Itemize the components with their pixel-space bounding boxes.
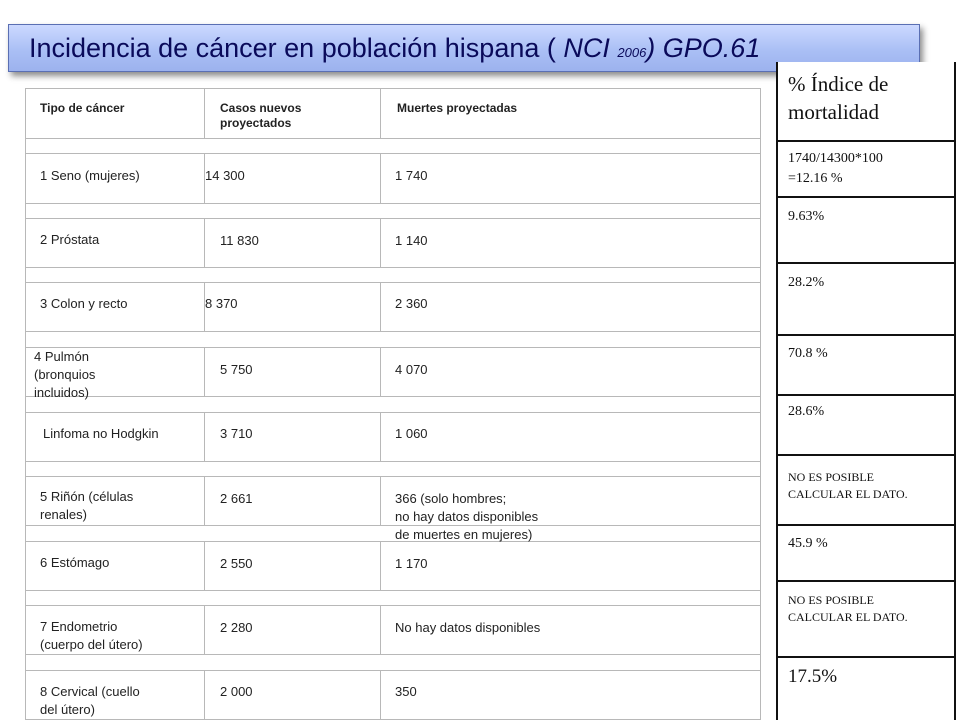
column-divider <box>204 541 205 590</box>
page-title <box>29 33 760 64</box>
mortality-value: NO ES POSIBLE CALCULAR EL DATO. <box>788 593 908 624</box>
column-divider <box>204 412 205 461</box>
table-line <box>25 541 761 542</box>
cell-new-cases: 2 550 <box>220 556 253 571</box>
table-line <box>25 203 761 204</box>
table-line <box>25 476 761 477</box>
mortality-row <box>778 198 954 264</box>
table-line <box>25 282 761 283</box>
mortality-row <box>778 526 954 582</box>
cell-new-cases: 5 750 <box>220 362 253 377</box>
mortality-row <box>778 264 954 336</box>
mortality-value: 28.6% <box>788 404 825 419</box>
column-divider <box>380 605 381 654</box>
cell-new-cases: 2 000 <box>220 684 253 699</box>
table-line <box>25 605 761 606</box>
mortality-panel <box>776 62 956 720</box>
column-divider <box>204 347 205 396</box>
title-main: Incidencia de cáncer en población hispana ( <box>29 33 564 63</box>
mortality-value: NO ES POSIBLE CALCULAR EL DATO. <box>788 470 908 501</box>
cell-cancer-type: 7 Endometrio (cuerpo del útero) <box>40 619 143 652</box>
table-line <box>25 590 761 591</box>
cell-cancer-type: 5 Riñón (células renales) <box>40 489 134 522</box>
cell-deaths: 1 170 <box>395 556 428 571</box>
table-line <box>25 412 761 413</box>
cell-new-cases: 11 830 <box>220 233 259 248</box>
cell-deaths: 350 <box>395 684 417 699</box>
table-line <box>25 525 761 526</box>
table-line <box>25 396 761 397</box>
column-divider <box>380 153 381 203</box>
mortality-row <box>778 396 954 456</box>
table-line <box>25 88 761 89</box>
cell-deaths: No hay datos disponibles <box>395 620 541 635</box>
column-divider <box>380 88 381 138</box>
header-cancer-type: Tipo de cáncer <box>40 101 125 115</box>
mortality-header-cell <box>778 62 954 142</box>
column-divider <box>380 282 381 331</box>
mortality-row <box>778 658 954 720</box>
title-closing: ) GPO.61 <box>646 33 761 63</box>
mortality-row <box>778 456 954 526</box>
column-divider <box>380 218 381 267</box>
cell-cancer-type: Linfoma no Hodgkin <box>43 426 159 441</box>
header-deaths: Muertes proyectadas <box>397 101 518 115</box>
cell-new-cases: 2 661 <box>220 491 253 506</box>
cell-deaths: 1 740 <box>395 168 428 183</box>
table-line <box>25 218 761 219</box>
table-line <box>25 654 761 655</box>
column-divider <box>204 670 205 720</box>
mortality-row <box>778 142 954 198</box>
table-border-left <box>25 88 26 720</box>
cell-new-cases: 14 300 <box>205 168 245 183</box>
mortality-value: 45.9 % <box>788 536 828 551</box>
column-divider <box>204 605 205 654</box>
mortality-value: 9.63% <box>788 209 825 224</box>
mortality-row <box>778 582 954 658</box>
cell-cancer-type: 8 Cervical (cuello del útero) <box>40 684 140 717</box>
title-year: 2006 <box>617 45 647 60</box>
cancer-table <box>25 88 761 720</box>
cell-cancer-type: 2 Próstata <box>40 232 100 247</box>
cell-deaths: 1 140 <box>395 233 428 248</box>
cell-cancer-type: 3 Colon y recto <box>40 296 128 311</box>
column-divider <box>380 670 381 720</box>
cell-cancer-type: 6 Estómago <box>40 555 110 570</box>
cell-cancer-type: 1 Seno (mujeres) <box>40 168 140 183</box>
table-line <box>25 331 761 332</box>
mortality-row <box>778 336 954 396</box>
cell-deaths: 2 360 <box>395 296 428 311</box>
table-line <box>25 267 761 268</box>
column-divider <box>204 476 205 525</box>
mortality-value: 17.5% <box>788 666 838 687</box>
column-divider <box>204 218 205 267</box>
header-new-cases: Casos nuevos proyectados <box>220 101 302 130</box>
mortality-value: 28.2% <box>788 275 825 290</box>
cell-deaths: 4 070 <box>395 362 428 377</box>
cell-cancer-type: 4 Pulmón (bronquios incluidos) <box>34 349 96 400</box>
mortality-value: 70.8 % <box>788 346 828 361</box>
column-divider <box>380 476 381 525</box>
cell-deaths: 1 060 <box>395 426 428 441</box>
table-line <box>25 347 761 348</box>
table-line <box>25 153 761 154</box>
table-line <box>25 461 761 462</box>
mortality-header: % Índice de mortalidad <box>788 72 889 124</box>
column-divider <box>380 412 381 461</box>
table-line <box>25 670 761 671</box>
title-source: NCI <box>563 33 610 63</box>
column-divider <box>380 347 381 396</box>
mortality-calc: 1740/14300*100 =12.16 % <box>788 151 883 186</box>
cell-new-cases: 2 280 <box>220 620 253 635</box>
table-line <box>25 138 761 139</box>
cell-new-cases: 8 370 <box>205 296 238 311</box>
column-divider <box>204 88 205 138</box>
table-border-right <box>760 88 761 720</box>
column-divider <box>380 541 381 590</box>
cell-new-cases: 3 710 <box>220 426 253 441</box>
cell-deaths: 366 (solo hombres; no hay datos disponibles de muertes en mujeres) <box>395 491 539 542</box>
